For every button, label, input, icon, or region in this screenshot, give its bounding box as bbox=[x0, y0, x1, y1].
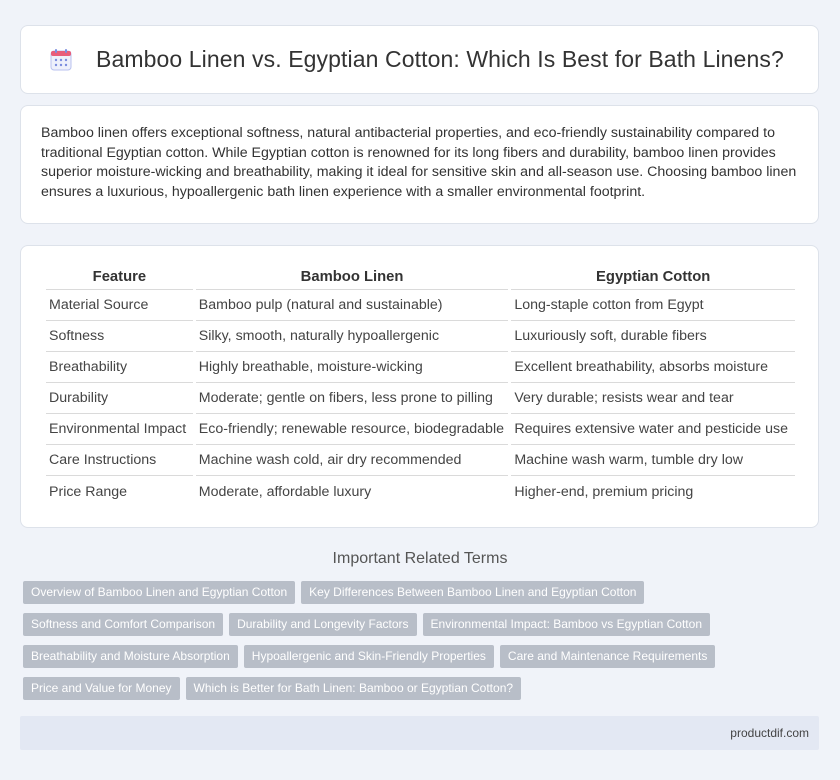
tag-row bbox=[23, 677, 803, 700]
comparison-table bbox=[43, 264, 798, 507]
tag-link[interactable]: Care and Maintenance Requirements bbox=[500, 645, 715, 668]
cell-egypt: Excellent breathability, absorbs moisture bbox=[511, 352, 795, 383]
tag-link[interactable]: Hypoallergenic and Skin-Friendly Properties bbox=[244, 645, 494, 668]
tag-link[interactable]: Which is Better for Bath Linen: Bamboo or Egyptian Cotton? bbox=[186, 677, 522, 700]
related-terms-tags bbox=[23, 581, 803, 709]
page-title: Bamboo Linen vs. Egyptian Cotton: Which Is Best for Bath Linens? bbox=[96, 46, 784, 72]
tag-row bbox=[23, 613, 803, 636]
cell-egypt: Higher-end, premium pricing bbox=[514, 483, 694, 500]
tag-link[interactable]: Overview of Bamboo Linen and Egyptian Cotton bbox=[23, 581, 295, 604]
cell-feature: Price Range bbox=[49, 483, 128, 500]
tag-link[interactable]: Breathability and Moisture Absorption bbox=[23, 645, 238, 668]
table-row bbox=[46, 383, 795, 414]
cell-feature: Durability bbox=[46, 383, 193, 414]
tag-row bbox=[23, 645, 803, 668]
table-row bbox=[46, 476, 795, 507]
header-bamboo-linen: Bamboo Linen bbox=[196, 264, 509, 290]
table-header-row bbox=[46, 264, 795, 290]
cell-bamboo: Moderate; gentle on fibers, less prone to pilling bbox=[196, 383, 509, 414]
cell-feature: Breathability bbox=[46, 352, 193, 383]
tag-link[interactable]: Durability and Longevity Factors bbox=[229, 613, 416, 636]
cell-egypt: Luxuriously soft, durable fibers bbox=[511, 321, 795, 352]
table-row bbox=[46, 290, 795, 321]
tag-link[interactable]: Price and Value for Money bbox=[23, 677, 180, 700]
cell-feature: Material Source bbox=[46, 290, 193, 321]
intro-paragraph: Bamboo linen offers exceptional softness, natural antibacterial properties, and eco-friendly sustainability compared to traditional Egyptian cotton. While Egyptian cotton is renowned for its long fibers and durability, bamboo linen provides superior moisture-wicking and breathability, making it ideal for sensitive skin and all-season use. Choosing bamboo linen ensures a luxurious, hypoallergenic bath linen experience with a smaller environmental footprint. bbox=[41, 125, 797, 200]
cell-feature: Softness bbox=[46, 321, 193, 352]
intro-card bbox=[20, 105, 819, 224]
cell-feature: Care Instructions bbox=[46, 445, 193, 476]
footer-bar bbox=[20, 716, 819, 750]
cell-bamboo: Silky, smooth, naturally hypoallergenic bbox=[196, 321, 509, 352]
cell-bamboo: Highly breathable, moisture-wicking bbox=[196, 352, 509, 383]
footer-site-link[interactable]: productdif.com bbox=[730, 726, 809, 740]
table-row bbox=[46, 352, 795, 383]
cell-bamboo: Bamboo pulp (natural and sustainable) bbox=[196, 290, 509, 321]
header-feature: Feature bbox=[46, 264, 193, 290]
table-row bbox=[46, 445, 795, 476]
table-row bbox=[46, 321, 795, 352]
cell-egypt: Requires extensive water and pesticide use bbox=[511, 414, 795, 445]
cell-egypt: Very durable; resists wear and tear bbox=[511, 383, 795, 414]
cell-bamboo: Machine wash cold, air dry recommended bbox=[196, 445, 509, 476]
related-terms-heading: Important Related Terms bbox=[332, 550, 508, 567]
cell-egypt: Machine wash warm, tumble dry low bbox=[511, 445, 795, 476]
table-row bbox=[46, 414, 795, 445]
cell-bamboo: Moderate, affordable luxury bbox=[198, 483, 372, 500]
tag-row bbox=[23, 581, 803, 604]
comparison-table-card bbox=[20, 245, 819, 528]
cell-egypt: Long-staple cotton from Egypt bbox=[511, 290, 795, 321]
tag-link[interactable]: Softness and Comfort Comparison bbox=[23, 613, 223, 636]
header-egyptian-cotton: Egyptian Cotton bbox=[511, 264, 795, 290]
calendar-icon bbox=[49, 48, 73, 72]
header-card bbox=[20, 25, 819, 94]
tag-link[interactable]: Key Differences Between Bamboo Linen and Egyptian Cotton bbox=[301, 581, 644, 604]
cell-bamboo: Eco-friendly; renewable resource, biodegradable bbox=[196, 414, 509, 445]
cell-feature: Environmental Impact bbox=[46, 414, 193, 445]
tag-link[interactable]: Environmental Impact: Bamboo vs Egyptian Cotton bbox=[423, 613, 710, 636]
